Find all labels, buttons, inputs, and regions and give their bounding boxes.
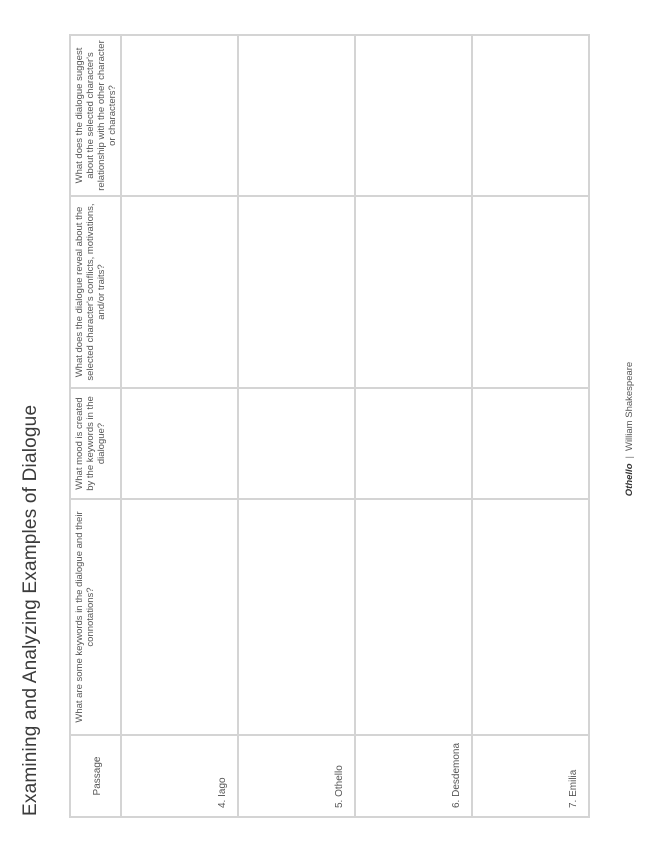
passage-label: 7. Emilia <box>568 769 579 808</box>
answer-cell-reveal[interactable] <box>355 196 472 388</box>
answer-cell-relationship[interactable] <box>472 35 589 196</box>
passage-cell <box>121 735 238 817</box>
table-row <box>472 35 589 817</box>
table-header-row <box>70 35 121 817</box>
answer-cell-keywords[interactable] <box>121 499 238 735</box>
dialogue-analysis-table <box>69 34 590 818</box>
passage-label: 5. Othello <box>334 765 345 808</box>
answer-cell-keywords[interactable] <box>238 499 355 735</box>
answer-cell-keywords[interactable] <box>472 499 589 735</box>
answer-cell-relationship[interactable] <box>238 35 355 196</box>
passage-label: 4. Iago <box>217 777 228 808</box>
footer-author: William Shakespeare <box>624 361 635 452</box>
answer-cell-relationship[interactable] <box>355 35 472 196</box>
column-header-relationship: What does the dialogue suggest about the selected character's relationship with the other character or characters? <box>70 35 121 196</box>
passage-cell <box>355 735 472 817</box>
column-header-reveal: What does the dialogue reveal about the selected character's conflicts, motivations, and/or traits? <box>70 196 121 388</box>
footer-separator: | <box>624 456 635 459</box>
answer-cell-relationship[interactable] <box>121 35 238 196</box>
answer-cell-mood[interactable] <box>238 388 355 499</box>
passage-cell <box>472 735 589 817</box>
answer-cell-keywords[interactable] <box>355 499 472 735</box>
passage-label: 6. Desdemona <box>451 742 462 808</box>
table-row <box>238 35 355 817</box>
answer-cell-reveal[interactable] <box>472 196 589 388</box>
passage-cell <box>238 735 355 817</box>
answer-cell-mood[interactable] <box>121 388 238 499</box>
table-row <box>355 35 472 817</box>
column-header-keywords: What are some keywords in the dialogue and their connotations? <box>70 499 121 735</box>
answer-cell-mood[interactable] <box>472 388 589 499</box>
answer-cell-reveal[interactable] <box>121 196 238 388</box>
page-title: Examining and Analyzing Examples of Dialogue <box>20 404 41 816</box>
column-header-passage: Passage <box>70 735 121 817</box>
answer-cell-reveal[interactable] <box>238 196 355 388</box>
answer-cell-mood[interactable] <box>355 388 472 499</box>
column-header-mood: What mood is created by the keywords in the dialogue? <box>70 388 121 499</box>
footer-book-title: Othello <box>624 463 635 497</box>
page-footer <box>624 0 635 858</box>
table-row <box>121 35 238 817</box>
